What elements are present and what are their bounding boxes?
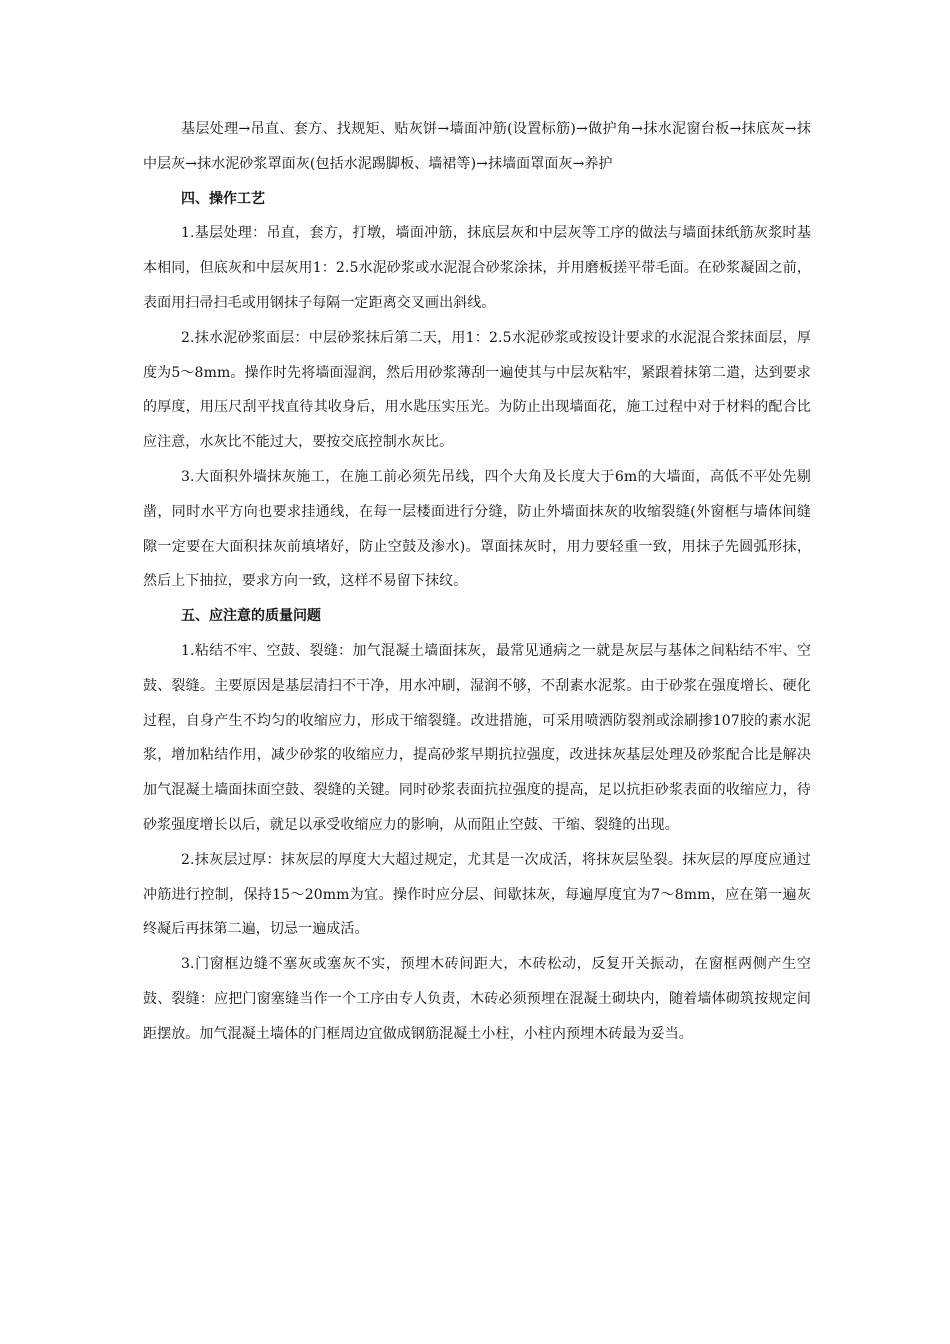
paragraph-base-treatment: 1.基层处理：吊直，套方，打墩，墙面冲筋，抹底层灰和中层灰等工序的做法与墙面抹纸筋灰浆时基本相同，但底灰和中层灰用1：2.5水泥砂浆或水泥混合砂浆涂抹，并用磨板搓平带毛面。在砂浆凝固之前，表面用扫帚扫毛或用钢抹子每隔一定距离交叉画出斜线。 (143, 225, 811, 311)
paragraph-exterior-wall-plastering: 3.大面积外墙抹灰施工，在施工前必须先吊线，四个大角及长度大于6m的大墙面，高低不平处先剔凿，同时水平方向也要求挂通线，在每一层楼面进行分缝，防止外墙面抹灰的收缩裂缝(外窗框与墙体间缝隙一定要在大面积抹灰前填堵好，防止空鼓及渗水)。罩面抹灰时，用力要轻重一致，用抹子先圆弧形抹，然后上下抽拉，要求方向一致，这样不易留下抹纹。 (143, 468, 811, 590)
paragraph-frame-gap-filling: 3.门窗框边缝不塞灰或塞灰不实，预埋木砖间距大，木砖松动，反复开关振动，在窗框两侧产生空鼓、裂缝：应把门窗塞缝当作一个工序由专人负责，木砖必须预埋在混凝土砌块内，随着墙体砌筑按规定间距摆放。加气混凝土墙体的门框周边宜做成钢筋混凝土小柱，小柱内预埋木砖最为妥当。 (143, 956, 811, 1042)
section-heading-operation-process: 四、操作工艺 (181, 190, 265, 207)
paragraph-bonding-cracking: 1.粘结不牢、空鼓、裂缝：加气混凝土墙面抹灰，最常见通病之一就是灰层与基体之间粘结不牢、空鼓、裂缝。主要原因是基层清扫不干净，用水冲刷，湿润不够，不刮素水泥浆。由于砂浆在强度增长、硬化过程，自身产生不均匀的收缩应力，形成干缩裂缝。改进措施，可采用喷洒防裂剂或涂刷掺107胶的素水泥浆，增加粘结作用，减少砂浆的收缩应力，提高砂浆早期抗拉强度，改进抹灰基层处理及砂浆配合比是解决加气混凝土墙面抹面空鼓、裂缝的关键。同时砂浆表面抗拉强度的提高，足以抗拒砂浆表面的收缩应力，待砂浆强度增长以后，就足以承受收缩应力的影响，从而阻止空鼓、干缩、裂缝的出现。 (143, 642, 811, 833)
process-flow-paragraph: 基层处理→吊直、套方、找规矩、贴灰饼→墙面冲筋(设置标筋)→做护角→抹水泥窗台板→抹底灰→抹中层灰→抹水泥砂浆罩面灰(包括水泥踢脚板、墙裙等)→抹墙面罩面灰→养护 (143, 121, 811, 172)
section-heading-quality-issues: 五、应注意的质量问题 (181, 608, 321, 625)
paragraph-layer-too-thick: 2.抹灰层过厚：抹灰层的厚度大大超过规定，尤其是一次成活，将抹灰层坠裂。抹灰层的厚度应通过冲筋进行控制，保持15～20mm为宜。操作时应分层、间歇抹灰，每遍厚度宜为7～8mm，应在第一遍灰终凝后再抹第二遍，切忌一遍成活。 (143, 851, 811, 938)
paragraph-cement-mortar-surface: 2.抹水泥砂浆面层：中层砂浆抹后第二天，用1：2.5水泥砂浆或按设计要求的水泥混合浆抹面层，厚度为5～8mm。操作时先将墙面湿润，然后用砂浆薄刮一遍使其与中层灰粘牢，紧跟着抹第二遣，达到要求的厚度，用压尺刮平找直待其收身后，用水匙压实压光。为防止出现墙面花，施工过程中对于材料的配合比应注意，水灰比不能过大，要按交底控制水灰比。 (143, 329, 811, 451)
document-page (143, 112, 811, 1052)
